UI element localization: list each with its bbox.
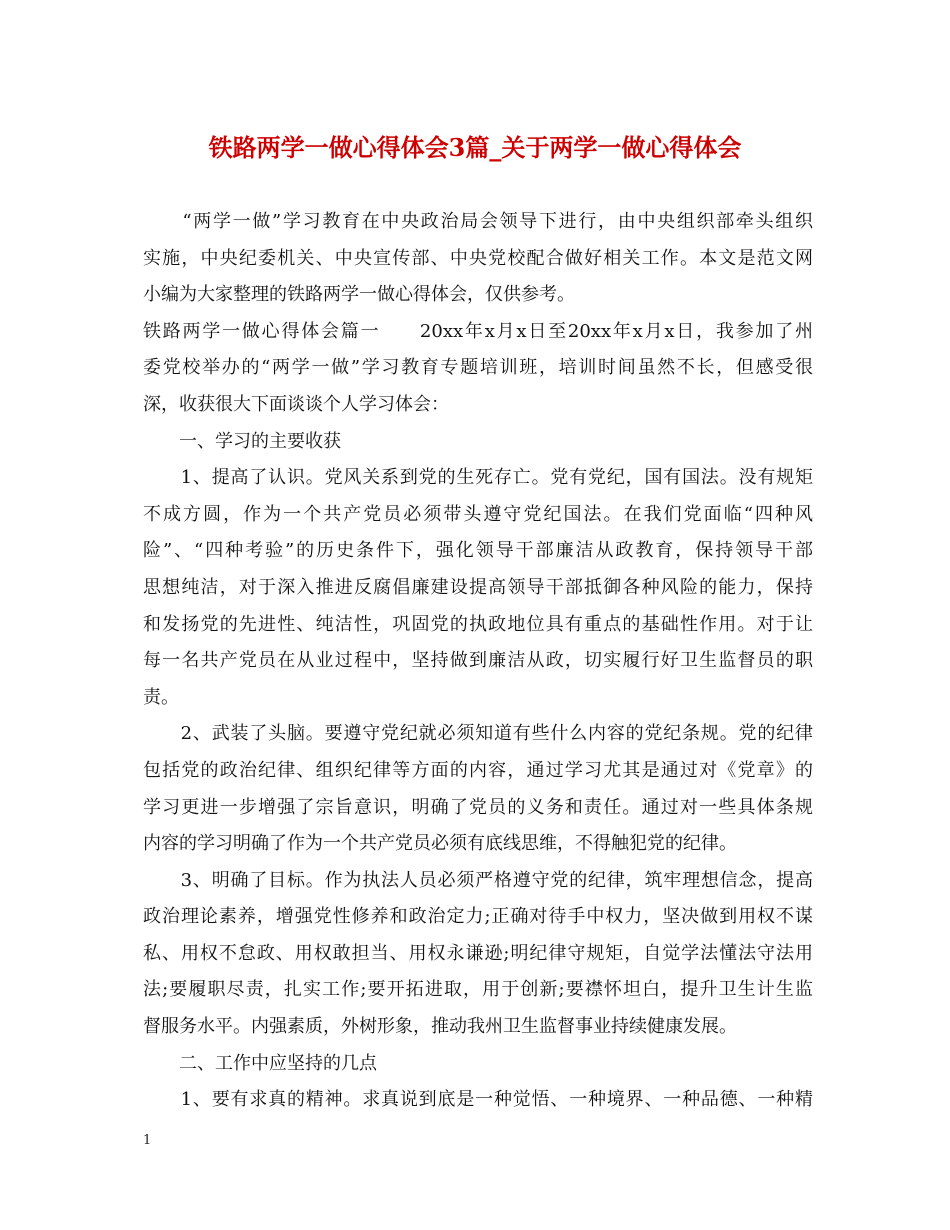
body-line: 不成方圆，作为一个共产党员必须带头遵守党纪国法。在我们党面临“四种风	[143, 503, 813, 525]
body-line: 督服务水平。内强素质，外树形象，推动我州卫生监督事业持续健康发展。	[143, 1016, 737, 1038]
body-line: 每一名共产党员在从业过程中，坚持做到廉洁从政，切实履行好卫生监督员的职	[143, 650, 813, 672]
document-title: 铁路两学一做心得体会3篇_关于两学一做心得体会	[208, 133, 742, 162]
body-line: 一、学习的主要收获	[143, 430, 341, 452]
body-line: 和发扬党的先进性、纯洁性，巩固党的执政地位具有重点的基础性作用。对于让	[143, 613, 813, 635]
body-line: 包括党的政治纪律、组织纪律等方面的内容，通过学习尤其是通过对《党章》的	[143, 759, 813, 781]
body-line: 险”、“四种考验”的历史条件下，强化领导干部廉洁从政教育，保持领导干部	[143, 540, 813, 562]
body-line: 委党校举办的“两学一做”学习教育专题培训班，培训时间虽然不长，但感受很	[143, 357, 813, 379]
body-line: 法;要履职尽责，扎实工作;要开拓进取，用于创新;要襟怀坦白，提升卫生计生监	[143, 979, 813, 1001]
body-line: 小编为大家整理的铁路两学一做心得体会，仅供参考。	[143, 284, 575, 306]
body-line: “两学一做”学习教育在中央政治局会领导下进行，由中央组织部牵头组织	[143, 211, 813, 232]
body-line: 责。	[143, 686, 179, 708]
body-line: 实施，中央纪委机关、中央宣传部、中央党校配合做好相关工作。本文是范文网	[143, 247, 813, 269]
body-line: 思想纯洁，对于深入推进反腐倡廉建设提高领导干部抵御各种风险的能力，保持	[143, 576, 813, 598]
body-line: 1、提高了认识。党风关系到党的生死存亡。党有党纪，国有国法。没有规矩	[143, 467, 813, 489]
body-line: 二、工作中应坚持的几点	[143, 1052, 377, 1074]
body-line: 学习更进一步增强了宗旨意识，明确了党员的义务和责任。通过对一些具体条规	[143, 796, 813, 818]
body-line: 铁路两学一做心得体会篇一 20xx年x月x日至20xx年x月x日，我参加了州	[143, 320, 813, 342]
body-line: 1、要有求真的精神。求真说到底是一种觉悟、一种境界、一种品德、一种精	[143, 1089, 813, 1111]
body-line: 3、明确了目标。作为执法人员必须严格遵守党的纪律，筑牢理想信念，提高	[143, 869, 813, 891]
body-line: 深，收获很大下面谈谈个人学习体会：	[143, 393, 449, 415]
body-line: 私、用权不怠政、用权敢担当、用权永谦逊;明纪律守规矩，自觉学法懂法守法用	[143, 942, 813, 964]
document-body	[143, 204, 813, 1119]
page-number: 1	[143, 1133, 152, 1148]
body-line: 政治理论素养，增强党性修养和政治定力;正确对待手中权力，坚决做到用权不谋	[143, 906, 813, 928]
body-line: 内容的学习明确了作为一个共产党员必须有底线思维，不得触犯党的纪律。	[143, 833, 737, 855]
body-line: 2、武装了头脑。要遵守党纪就必须知道有些什么内容的党纪条规。党的纪律	[143, 723, 813, 745]
